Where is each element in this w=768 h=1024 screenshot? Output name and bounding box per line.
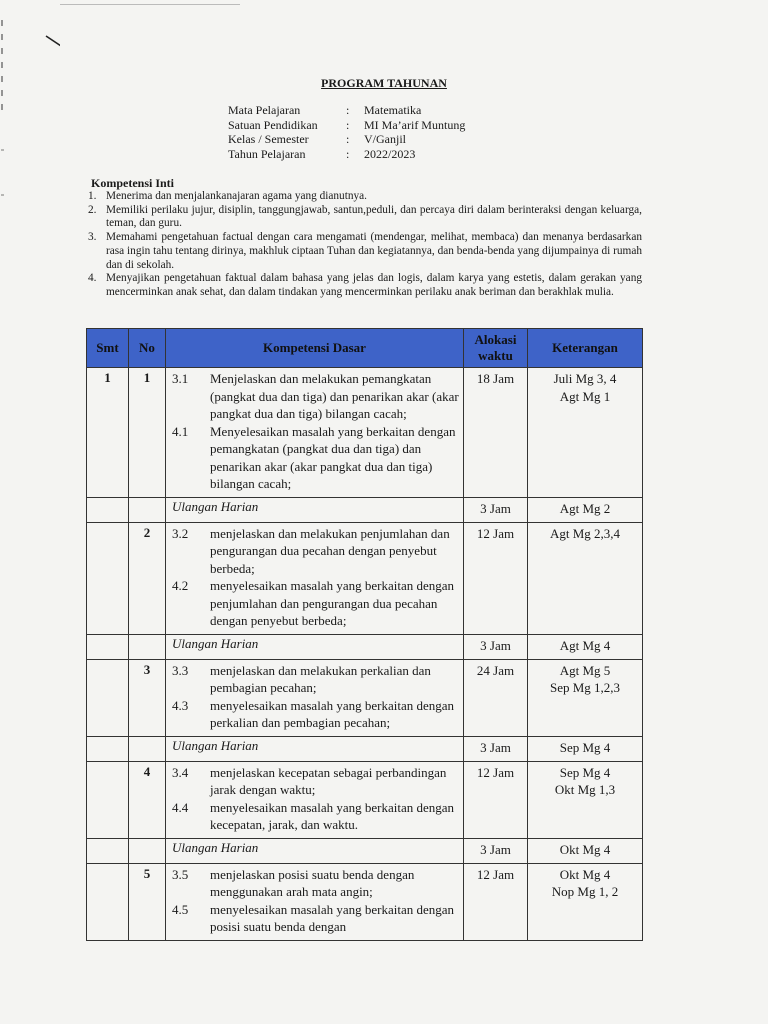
cell-ulangan-alokasi: 3 Jam (464, 736, 528, 761)
cell-smt-empty (87, 497, 129, 522)
kd-item (170, 901, 459, 936)
kd-item (170, 423, 459, 493)
cell-alokasi: 12 Jam (464, 522, 528, 634)
kd-code: 4.1 (172, 423, 189, 439)
ki-item (88, 204, 642, 231)
margin-scribble (0, 0, 60, 260)
cell-kd (166, 761, 464, 838)
header-ket: Keterangan (528, 329, 643, 368)
ulangan-row (87, 736, 643, 761)
kd-code: 3.2 (172, 525, 189, 541)
cell-smt-empty (87, 736, 129, 761)
ki-text: Memahami pengetahuan factual dengan cara mengamati (mendengar, melihat, membaca) dan menanya berdasarkan rasa ingin tahu tentang dirinya, makhluk ciptaan Tuhan dan kegiatannya, dan benda-benda yang dijumpainya di rumah dan di sekolah. (106, 231, 642, 271)
cell-ulangan (166, 736, 464, 761)
header-kd: Kompetensi Dasar (166, 329, 464, 368)
keterangan-line: Agt Mg 1 (559, 388, 611, 404)
cell-no: 1 (129, 368, 166, 498)
keterangan-line: Sep Mg 4 (559, 764, 611, 780)
ki-heading: Kompetensi Inti (91, 176, 175, 190)
meta-row (228, 132, 465, 147)
kd-text: menjelaskan posisi suatu benda dengan menggunakan arah mata angin; (210, 866, 415, 899)
header-no: No (129, 329, 166, 368)
cell-smt-empty (87, 634, 129, 659)
ki-number: 1. (88, 190, 97, 202)
cell-ulangan (166, 634, 464, 659)
ki-item (88, 231, 642, 272)
kd-block (166, 368, 463, 497)
cell-keterangan (528, 863, 643, 940)
ki-list (88, 190, 642, 300)
meta-value: Matematika (364, 103, 422, 117)
keterangan-line: Okt Mg 4 (559, 866, 611, 882)
keterangan-line: Nop Mg 1, 2 (551, 884, 619, 899)
cell-alokasi: 18 Jam (464, 368, 528, 498)
ulangan-label: Ulangan Harian (172, 839, 259, 855)
ki-text: Menyajikan pengetahuan faktual dalam bahasa yang jelas dan logis, dalam karya yang estetis, dalam gerakan yang mencerminkan anak sehat, dan dalam tindakan yang mencerminkan perilaku anak beriman dan berakhlak mulia. (106, 272, 642, 298)
keterangan-line: Juli Mg 3, 4 (553, 371, 617, 386)
kd-item (170, 662, 459, 697)
document-meta (228, 103, 465, 161)
cell-no-empty (129, 838, 166, 863)
scan-edge-line (60, 4, 240, 5)
cell-kd (166, 863, 464, 940)
program-table (86, 328, 643, 941)
cell-ulangan-alokasi: 3 Jam (464, 838, 528, 863)
meta-key: Tahun Pelajaran (228, 146, 306, 161)
ulangan-label: Ulangan Harian (172, 635, 259, 651)
table-row (87, 863, 643, 940)
cell-ulangan-ket: Okt Mg 4 (528, 838, 643, 863)
meta-key: Satuan Pendidikan (228, 117, 318, 132)
cell-no: 5 (129, 863, 166, 940)
cell-ulangan (166, 838, 464, 863)
keterangan-line: Sep Mg 1,2,3 (549, 680, 621, 695)
kd-code: 4.2 (172, 578, 189, 593)
cell-alokasi: 12 Jam (464, 761, 528, 838)
cell-kd (166, 659, 464, 736)
kd-code: 3.4 (172, 764, 189, 780)
kd-block (166, 762, 463, 838)
cell-keterangan (528, 659, 643, 736)
cell-smt (87, 659, 129, 736)
kd-code: 4.3 (172, 697, 189, 713)
cell-ulangan-ket: Agt Mg 4 (528, 634, 643, 659)
meta-separator: : (346, 103, 350, 117)
kd-item (170, 799, 459, 834)
kd-text: menyelesaikan masalah yang berkaitan dengan kecepatan, jarak, dan waktu. (210, 799, 455, 832)
meta-separator: : (346, 132, 350, 147)
cell-no: 2 (129, 522, 166, 634)
meta-row (228, 147, 465, 162)
cell-no: 3 (129, 659, 166, 736)
keterangan-line: Agt Mg 2,3,4 (549, 525, 621, 541)
cell-keterangan (528, 761, 643, 838)
table-row (87, 368, 643, 498)
meta-row (228, 103, 465, 118)
ki-item (88, 190, 642, 204)
meta-separator: : (346, 146, 350, 161)
cell-no-empty (129, 736, 166, 761)
cell-ulangan-ket: Sep Mg 4 (528, 736, 643, 761)
ulangan-row (87, 634, 643, 659)
cell-smt: 1 (87, 368, 129, 498)
cell-keterangan (528, 522, 643, 634)
meta-key: Mata Pelajaran (228, 103, 301, 117)
kd-text: menyelesaikan masalah yang berkaitan dengan perkalian dan pembagian pecahan; (210, 697, 455, 730)
ki-number: 3. (88, 231, 97, 244)
meta-value: MI Ma’arif Muntung (364, 117, 466, 132)
kd-item (170, 577, 459, 630)
cell-ulangan-ket: Agt Mg 2 (528, 497, 643, 522)
header-alokasi: Alokasi waktu (464, 329, 528, 368)
kd-item (170, 697, 459, 732)
keterangan-line: Okt Mg 1,3 (554, 782, 616, 797)
ulangan-row (87, 838, 643, 863)
kd-text: menjelaskan dan melakukan perkalian dan pembagian pecahan; (210, 662, 431, 695)
table-row (87, 522, 643, 634)
meta-value: V/Ganjil (364, 132, 406, 147)
cell-no-empty (129, 497, 166, 522)
cell-no: 4 (129, 761, 166, 838)
kd-text: Menyelesaikan masalah yang berkaitan dengan pemangkatan (pangkat dua dan tiga) dan penarikan akar (akar pangkat dua dan tiga) bilangan cacah; (210, 423, 456, 491)
kd-text: Menjelaskan dan melakukan pemangkatan (pangkat dua dan tiga) dan penarikan akar (akar pangkat dua dan tiga) bilangan cacah; (210, 371, 459, 421)
kd-code: 3.3 (172, 662, 189, 678)
cell-smt-empty (87, 838, 129, 863)
ki-text: Menerima dan menjalankanajaran agama yang dianutnya. (106, 190, 367, 202)
kd-block (166, 523, 463, 634)
header-smt: Smt (87, 329, 129, 368)
cell-no-empty (129, 634, 166, 659)
cell-smt (87, 863, 129, 940)
kd-block (166, 660, 463, 736)
document-title: PROGRAM TAHUNAN (321, 76, 447, 90)
kd-code: 3.5 (172, 866, 189, 882)
cell-keterangan (528, 368, 643, 498)
kd-item (170, 866, 459, 901)
cell-smt (87, 522, 129, 634)
kd-item (170, 370, 459, 423)
ki-text: Memiliki perilaku jujur, disiplin, tanggungjawab, santun,peduli, dan percaya diri dalam berinteraksi dengan keluarga, teman, dan guru. (106, 203, 642, 230)
kd-text: menyelesaikan masalah yang berkaitan dengan penjumlahan dan pengurangan dua pecahan dengan penyebut berbeda; (210, 578, 455, 628)
cell-alokasi: 12 Jam (464, 863, 528, 940)
cell-ulangan (166, 497, 464, 522)
ki-item (88, 272, 642, 299)
keterangan-line: Agt Mg 5 (559, 662, 611, 678)
meta-separator: : (346, 117, 350, 132)
kd-text: menjelaskan dan melakukan penjumlahan dan pengurangan dua pecahan dengan penyebut berbeda; (210, 525, 450, 576)
ulangan-row (87, 497, 643, 522)
kd-text: menyelesaikan masalah yang berkaitan dengan posisi suatu benda dengan (210, 901, 455, 934)
ki-number: 4. (88, 272, 97, 285)
kd-code: 4.4 (172, 799, 189, 815)
ulangan-label: Ulangan Harian (172, 498, 259, 514)
table-header-row (87, 329, 643, 368)
cell-smt (87, 761, 129, 838)
cell-kd (166, 522, 464, 634)
meta-value: 2022/2023 (364, 146, 416, 161)
meta-row (228, 118, 465, 133)
kd-item (170, 525, 459, 578)
kd-text: menjelaskan kecepatan sebagai perbandingan jarak dengan waktu; (210, 764, 447, 797)
cell-kd (166, 368, 464, 498)
ulangan-label: Ulangan Harian (172, 737, 259, 753)
ki-number: 2. (88, 203, 97, 216)
cell-alokasi: 24 Jam (464, 659, 528, 736)
cell-ulangan-alokasi: 3 Jam (464, 634, 528, 659)
kd-code: 4.5 (172, 901, 189, 917)
kd-item (170, 764, 459, 799)
kd-code: 3.1 (172, 371, 189, 386)
cell-ulangan-alokasi: 3 Jam (464, 497, 528, 522)
table-row (87, 761, 643, 838)
kd-block (166, 864, 463, 940)
meta-key: Kelas / Semester (228, 132, 309, 147)
table-row (87, 659, 643, 736)
